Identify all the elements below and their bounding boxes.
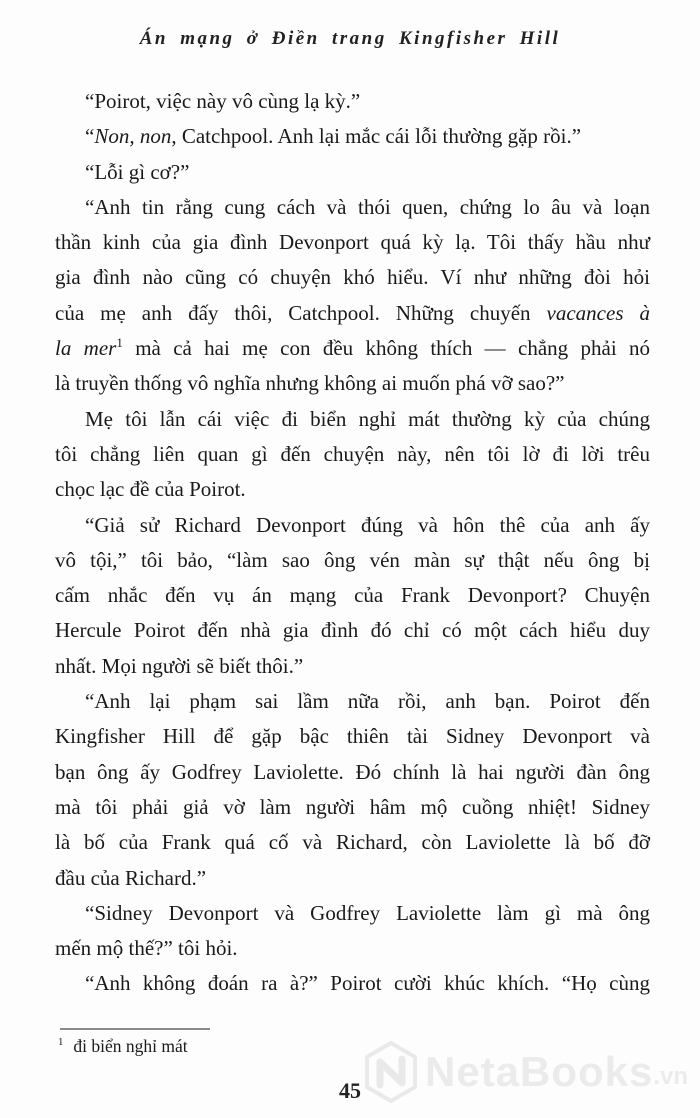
text-segment: “Giả sử Richard Devonport đúng và hôn thê của anh ấy [85,512,650,537]
text-line [55,755,650,790]
text-line [55,84,650,119]
paragraph [55,402,650,508]
text-segment: “Sidney Devonport và Godfrey Laviolette làm gì mà ông [85,900,650,925]
text-line [55,508,650,543]
text-segment: gia đình nào cũng có chuyện khó hiểu. Ví như những đòi hỏi [55,265,650,290]
text-line [55,790,650,825]
text-line [55,260,650,295]
watermark-tld-text: .vn [653,1063,689,1090]
paragraph [55,966,650,1001]
text-segment: Hercule Poirot đến nhà gia đình đó chỉ có một cách hiểu duy [55,618,650,643]
text-segment: “Lỗi gì cơ?” [85,159,190,184]
text-segment: la mer [55,336,117,361]
watermark-brand-text: NetaBooks [425,1048,654,1095]
text-segment: mà tôi phải giả vờ làm người hâm mộ cuồng nhiệt! Sidney [55,794,650,819]
text-segment: của mẹ anh đấy thôi, Catchpool. Những chuyến [55,300,547,325]
text-line [55,861,650,896]
text-line [55,719,650,754]
text-segment: Mẹ tôi lẫn cái việc đi biển nghỉ mát thường kỳ của chúng [85,406,650,431]
text-line [55,472,650,507]
running-head-title: Án mạng ở Điền trang Kingfisher Hill [139,28,561,49]
text-segment: bạn ông ấy Godfrey Laviolette. Đó chính là hai người đàn ông [55,759,650,784]
text-line [55,437,650,472]
text-segment: đầu của Richard.” [55,865,207,890]
text-segment: mà cả hai mẹ con đều không thích — chẳng phải nó [122,336,650,361]
text-segment: “ [85,124,95,149]
text-line [55,155,650,190]
text-line [55,966,650,1001]
text-segment: nhất. Mọi người sẽ biết thôi.” [55,653,304,678]
paragraph [55,119,650,154]
paragraph [55,155,650,190]
text-line [55,578,650,613]
text-segment: chọc lạc đề của Poirot. [55,477,246,502]
text-segment: vô tội,” tôi bảo, “làm sao ông vén màn sự thật nếu ông bị [55,547,650,572]
text-segment: vacances à [546,300,650,325]
text-segment: , Catchpool. Anh lại mắc cái lỗi thường gặp rồi.” [171,124,582,149]
text-segment: Non, non [94,124,172,149]
text-line [55,896,650,931]
text-segment: “Poirot, việc này vô cùng lạ kỳ.” [85,89,361,113]
footnote-divider [60,1028,210,1030]
text-line [55,331,650,366]
footnote-text: đi biển nghỉ mát [73,1036,188,1056]
text-line [55,613,650,648]
paragraph [55,508,650,684]
text-line [55,190,650,225]
text-segment: “Anh không đoán ra à?” Poirot cười khúc khích. “Họ cùng [85,971,650,996]
text-line [55,402,650,437]
text-line [55,649,650,684]
footnote-reference: 1 [116,335,123,351]
text-segment: là bố của Frank quá cố và Richard, còn Laviolette là bố đỡ [55,830,650,855]
paragraph [55,684,650,896]
text-line [55,225,650,260]
text-segment: mến mộ thế?” tôi hỏi. [55,936,238,961]
text-line [55,931,650,966]
text-line [55,119,650,154]
text-segment: “Anh lại phạm sai lầm nữa rồi, anh bạn. Poirot đến [85,689,650,714]
footnote [58,1036,188,1057]
text-segment: “Anh tin rằng cung cách và thói quen, chứng lo âu và loạn [85,194,650,219]
paragraph [55,896,650,967]
text-line [55,684,650,719]
text-segment: cấm nhắc đến vụ án mạng của Frank Devonport? Chuyện [55,583,650,608]
text-segment: Kingfisher Hill để gặp bậc thiên tài Sidney Devonport và [55,724,650,749]
footnote-marker: 1 [58,1036,64,1049]
text-line [55,543,650,578]
text-segment: là truyền thống vô nghĩa nhưng không ai muốn phá vỡ sao?” [55,371,565,396]
paragraph [55,190,650,402]
page-number: 45 [339,1078,361,1103]
text-line [55,296,650,331]
page-body [55,84,650,1002]
text-line [55,366,650,401]
text-segment: thần kinh của gia đình Devonport quá kỳ lạ. Tôi thấy hầu như [55,230,650,255]
text-segment: tôi chẳng liên quan gì đến chuyện này, nên tôi lờ đi lời trêu [55,441,650,466]
text-line [55,825,650,860]
paragraph [55,84,650,119]
